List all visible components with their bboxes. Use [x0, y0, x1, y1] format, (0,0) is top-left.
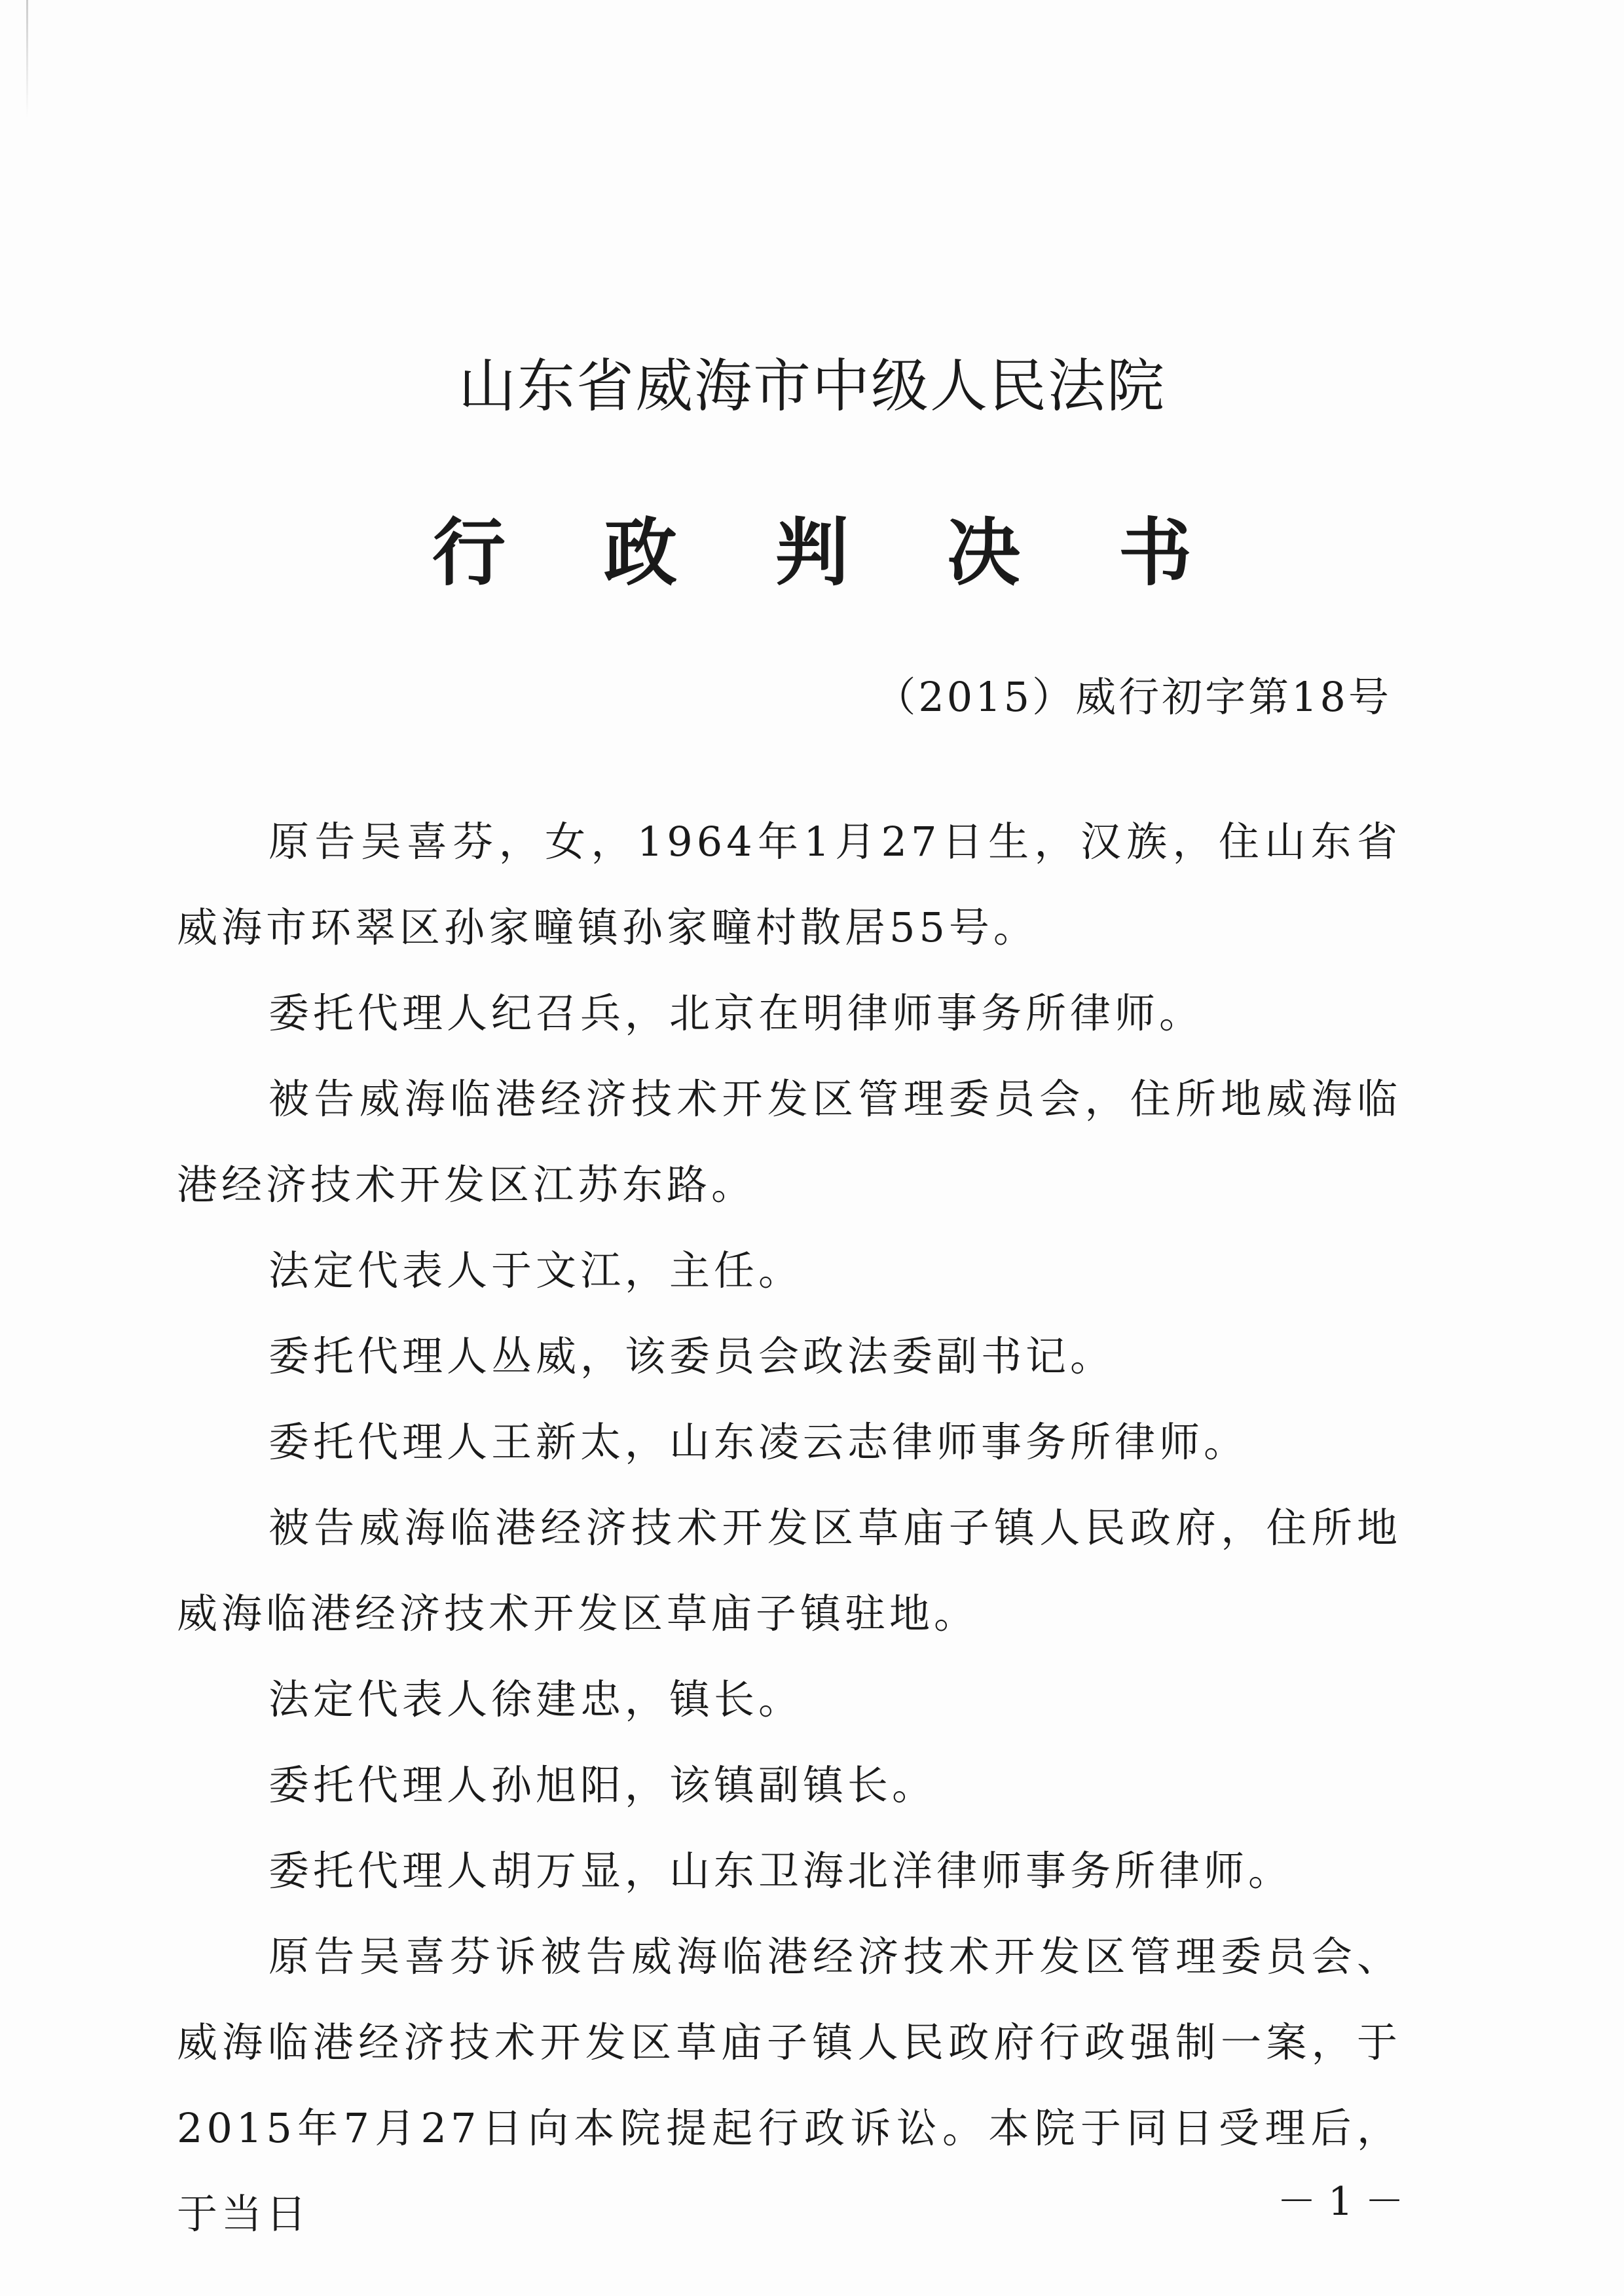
- paragraph-case-summary: 原告吴喜芬诉被告威海临港经济技术开发区管理委员会、威海临港经济技术开发区草庙子镇人民政府行政强制一案，于2015年7月27日向本院提起行政诉讼。本院于同日受理后，于当日: [177, 1933, 1401, 2238]
- judgment-body: [177, 799, 1401, 2257]
- paragraph-defendant-2: 被告威海临港经济技术开发区草庙子镇人民政府，住所地威海临港经济技术开发区草庙子镇驻地。: [177, 1504, 1401, 1637]
- paragraph-defendant-1-agent-2: 委托代理人王新太，山东凌云志律师事务所律师。: [268, 1418, 1249, 1466]
- paragraph-defendant-2-representative: 法定代表人徐建忠，镇长。: [268, 1675, 803, 1723]
- paragraph-defendant-2-agent-1: 委托代理人孙旭阳，该镇副镇长。: [268, 1761, 937, 1809]
- paragraph-defendant-1: 被告威海临港经济技术开发区管理委员会，住所地威海临港经济技术开发区江苏东路。: [177, 1075, 1401, 1209]
- court-name: 山东省威海市中级人民法院: [458, 352, 1166, 420]
- paragraph-defendant-1-representative: 法定代表人于文江，主任。: [268, 1247, 803, 1294]
- page-number: －1－: [1277, 2179, 1416, 2225]
- document-title: 行政判决书: [432, 510, 1290, 596]
- paragraph-plaintiff: 原告吴喜芬，女，1964年1月27日生，汉族，住山东省威海市环翠区孙家疃镇孙家疃村散居55号。: [177, 818, 1401, 951]
- case-number: （2015）威行初字第18号: [875, 673, 1392, 721]
- paragraph-plaintiff-agent: 委托代理人纪召兵，北京在明律师事务所律师。: [268, 989, 1204, 1037]
- paragraph-defendant-1-agent-1: 委托代理人丛威，该委员会政法委副书记。: [268, 1332, 1115, 1380]
- paragraph-defendant-2-agent-2: 委托代理人胡万显，山东卫海北洋律师事务所律师。: [268, 1847, 1293, 1895]
- scan-edge-mark: [26, 0, 28, 118]
